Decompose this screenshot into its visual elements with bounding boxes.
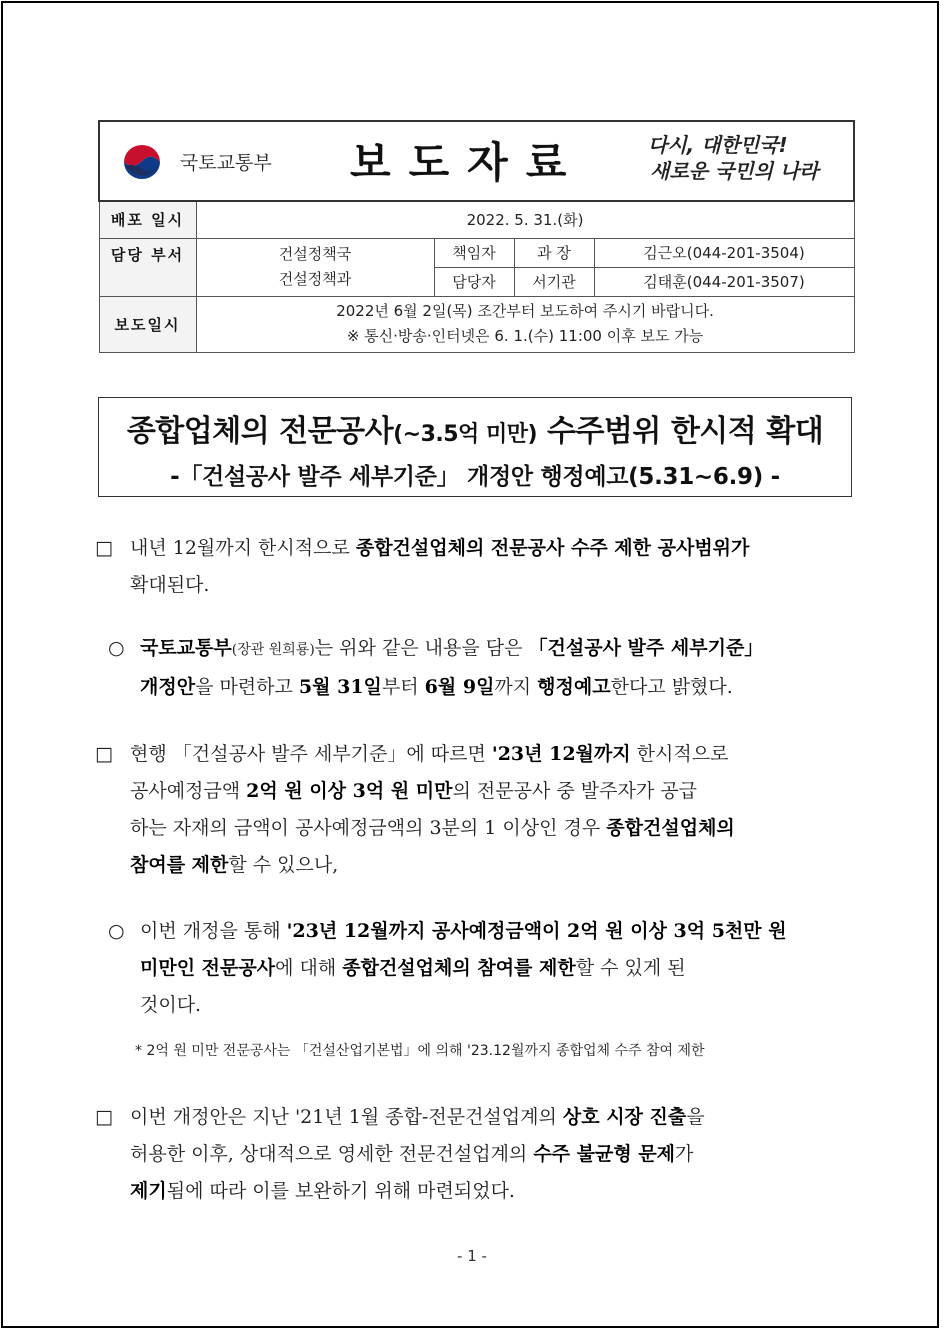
release-label: 배포 일시 xyxy=(99,201,196,238)
slogan-line1: 다시, 대한민국! xyxy=(648,133,788,157)
footnote: * 2억 원 미만 전문공사는 「건설산업기본법」에 의해 '23.12월까지 종합업체 수주 참여 제한 xyxy=(135,1043,705,1059)
dept-names xyxy=(196,238,434,296)
manager-title: 과 장 xyxy=(514,238,594,267)
dept-bureau: 건설정책국 xyxy=(278,245,352,263)
slogan-line2: 새로운 국민의 나라 xyxy=(650,159,819,183)
document-page xyxy=(1,1,939,1328)
embargo-line2: ※ 통신·방송·인터넷은 6. 1.(수) 11:00 이후 보도 가능 xyxy=(346,327,704,345)
embargo-line1: 2022년 6월 2일(목) 조간부터 보도하여 주시기 바랍니다. xyxy=(336,302,714,320)
headline-subtitle: -「건설공사 발주 세부기준」 개정안 행정예고(5.31~6.9) - xyxy=(170,464,780,490)
press-header-table xyxy=(98,120,855,353)
circle-bullet-icon: ○ xyxy=(108,920,125,942)
circle-bullet-icon: ○ xyxy=(108,637,125,659)
paragraph-4: ○ 이번 개정을 통해 '23년 12월까지 공사예정금액이 2억 원 이상 3억 5천만 원 미만인 전문공사에 대해 종합건설업체의 참여를 제한할 수 있게 된 것이다. xyxy=(108,913,787,1024)
paragraph-3: □ 현행 「건설공사 발주 세부기준」에 따르면 '23년 12월까지 한시적으로 공사예정금액 2억 원 이상 3억 원 미만의 전문공사 중 발주자가 공급 하는 자재의 금액이 공사예정금액의 3분의 1 이상인 경우 종합건설업체의 참여를 제한할 수 있으나, xyxy=(95,736,735,884)
staff-title: 서기관 xyxy=(514,267,594,296)
paragraph-2: ○ 국토교통부(장관 원희룡)는 위와 같은 내용을 담은 「건설공사 발주 세부기준」 개정안을 마련하고 5월 31일부터 6월 9일까지 행정예고한다고 밝혔다. xyxy=(108,630,763,706)
dept-division: 건설정책과 xyxy=(278,270,352,288)
paragraph-5: □ 이번 개정안은 지난 '21년 1월 종합-전문건설업계의 상호 시장 진출을 허용한 이후, 상대적으로 영세한 전문건설업계의 수주 불균형 문제가 제기됨에 따라 이를 보완하기 위해 마련되었다. xyxy=(95,1099,705,1210)
dept-label: 담당 부서 xyxy=(99,238,196,296)
release-date: 2022. 5. 31.(화) xyxy=(196,201,854,238)
box-bullet-icon: □ xyxy=(95,743,113,765)
manager-label: 책임자 xyxy=(434,238,514,267)
government-emblem-icon xyxy=(120,142,164,180)
embargo-notice xyxy=(196,296,854,352)
box-bullet-icon: □ xyxy=(95,1106,113,1128)
headline-title: 종합업체의 전문공사(~3.5억 미만) 수주범위 한시적 확대 xyxy=(126,414,824,449)
paragraph-1: □ 내년 12월까지 한시적으로 종합건설업체의 전문공사 수주 제한 공사범위가 확대된다. xyxy=(95,530,749,604)
box-bullet-icon: □ xyxy=(95,537,113,559)
staff-contact: 김태훈(044-201-3507) xyxy=(594,267,854,296)
manager-contact: 김근오(044-201-3504) xyxy=(594,238,854,267)
staff-label: 담당자 xyxy=(434,267,514,296)
ministry-name: 국토교통부 xyxy=(180,152,272,174)
headline-box xyxy=(98,397,852,497)
embargo-label: 보도일시 xyxy=(99,296,196,352)
header-banner xyxy=(99,121,854,201)
slogan xyxy=(648,132,848,184)
press-release-title: 보도자료 xyxy=(350,138,585,187)
page-number: - 1 - xyxy=(457,1247,487,1265)
